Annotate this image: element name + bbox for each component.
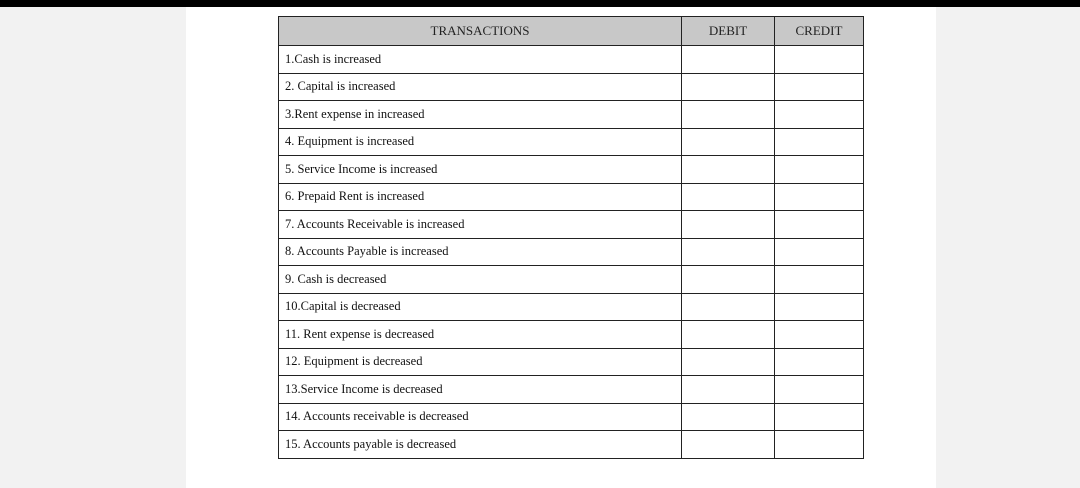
transaction-cell: 4. Equipment is increased xyxy=(279,128,682,156)
table-row xyxy=(279,73,864,101)
transaction-cell: 7. Accounts Receivable is increased xyxy=(279,211,682,239)
top-bar xyxy=(0,0,1080,7)
credit-cell[interactable] xyxy=(775,431,864,459)
table-row xyxy=(279,293,864,321)
debit-cell[interactable] xyxy=(682,238,775,266)
debit-cell[interactable] xyxy=(682,101,775,129)
debit-cell[interactable] xyxy=(682,376,775,404)
credit-cell[interactable] xyxy=(775,128,864,156)
transaction-cell: 3.Rent expense in increased xyxy=(279,101,682,129)
credit-cell[interactable] xyxy=(775,156,864,184)
transaction-cell: 12. Equipment is decreased xyxy=(279,348,682,376)
transactions-table xyxy=(278,16,864,459)
debit-cell[interactable] xyxy=(682,211,775,239)
table-row xyxy=(279,431,864,459)
transaction-cell: 8. Accounts Payable is increased xyxy=(279,238,682,266)
credit-cell[interactable] xyxy=(775,403,864,431)
transaction-cell: 6. Prepaid Rent is increased xyxy=(279,183,682,211)
credit-cell[interactable] xyxy=(775,101,864,129)
transaction-cell: 5. Service Income is increased xyxy=(279,156,682,184)
credit-cell[interactable] xyxy=(775,46,864,74)
table-row xyxy=(279,376,864,404)
credit-cell[interactable] xyxy=(775,238,864,266)
transaction-cell: 15. Accounts payable is decreased xyxy=(279,431,682,459)
transaction-cell: 13.Service Income is decreased xyxy=(279,376,682,404)
table-row xyxy=(279,266,864,294)
credit-cell[interactable] xyxy=(775,293,864,321)
credit-cell[interactable] xyxy=(775,266,864,294)
header-credit: CREDIT xyxy=(775,17,864,46)
header-transactions: TRANSACTIONS xyxy=(279,17,682,46)
transaction-cell: 1.Cash is increased xyxy=(279,46,682,74)
credit-cell[interactable] xyxy=(775,211,864,239)
table-row xyxy=(279,156,864,184)
table-header-row xyxy=(279,17,864,46)
table-row xyxy=(279,128,864,156)
table-row xyxy=(279,46,864,74)
credit-cell[interactable] xyxy=(775,73,864,101)
credit-cell[interactable] xyxy=(775,376,864,404)
debit-cell[interactable] xyxy=(682,73,775,101)
debit-cell[interactable] xyxy=(682,156,775,184)
table-row xyxy=(279,101,864,129)
debit-cell[interactable] xyxy=(682,431,775,459)
table-row xyxy=(279,348,864,376)
credit-cell[interactable] xyxy=(775,348,864,376)
debit-cell[interactable] xyxy=(682,183,775,211)
transaction-cell: 11. Rent expense is decreased xyxy=(279,321,682,349)
transaction-cell: 10.Capital is decreased xyxy=(279,293,682,321)
debit-cell[interactable] xyxy=(682,293,775,321)
table-row xyxy=(279,403,864,431)
transaction-cell: 14. Accounts receivable is decreased xyxy=(279,403,682,431)
debit-cell[interactable] xyxy=(682,403,775,431)
debit-cell[interactable] xyxy=(682,266,775,294)
table-row xyxy=(279,183,864,211)
debit-cell[interactable] xyxy=(682,321,775,349)
debit-cell[interactable] xyxy=(682,46,775,74)
credit-cell[interactable] xyxy=(775,183,864,211)
transaction-cell: 9. Cash is decreased xyxy=(279,266,682,294)
table-row xyxy=(279,211,864,239)
table-row xyxy=(279,321,864,349)
debit-cell[interactable] xyxy=(682,128,775,156)
transaction-cell: 2. Capital is increased xyxy=(279,73,682,101)
debit-cell[interactable] xyxy=(682,348,775,376)
table-row xyxy=(279,238,864,266)
credit-cell[interactable] xyxy=(775,321,864,349)
header-debit: DEBIT xyxy=(682,17,775,46)
